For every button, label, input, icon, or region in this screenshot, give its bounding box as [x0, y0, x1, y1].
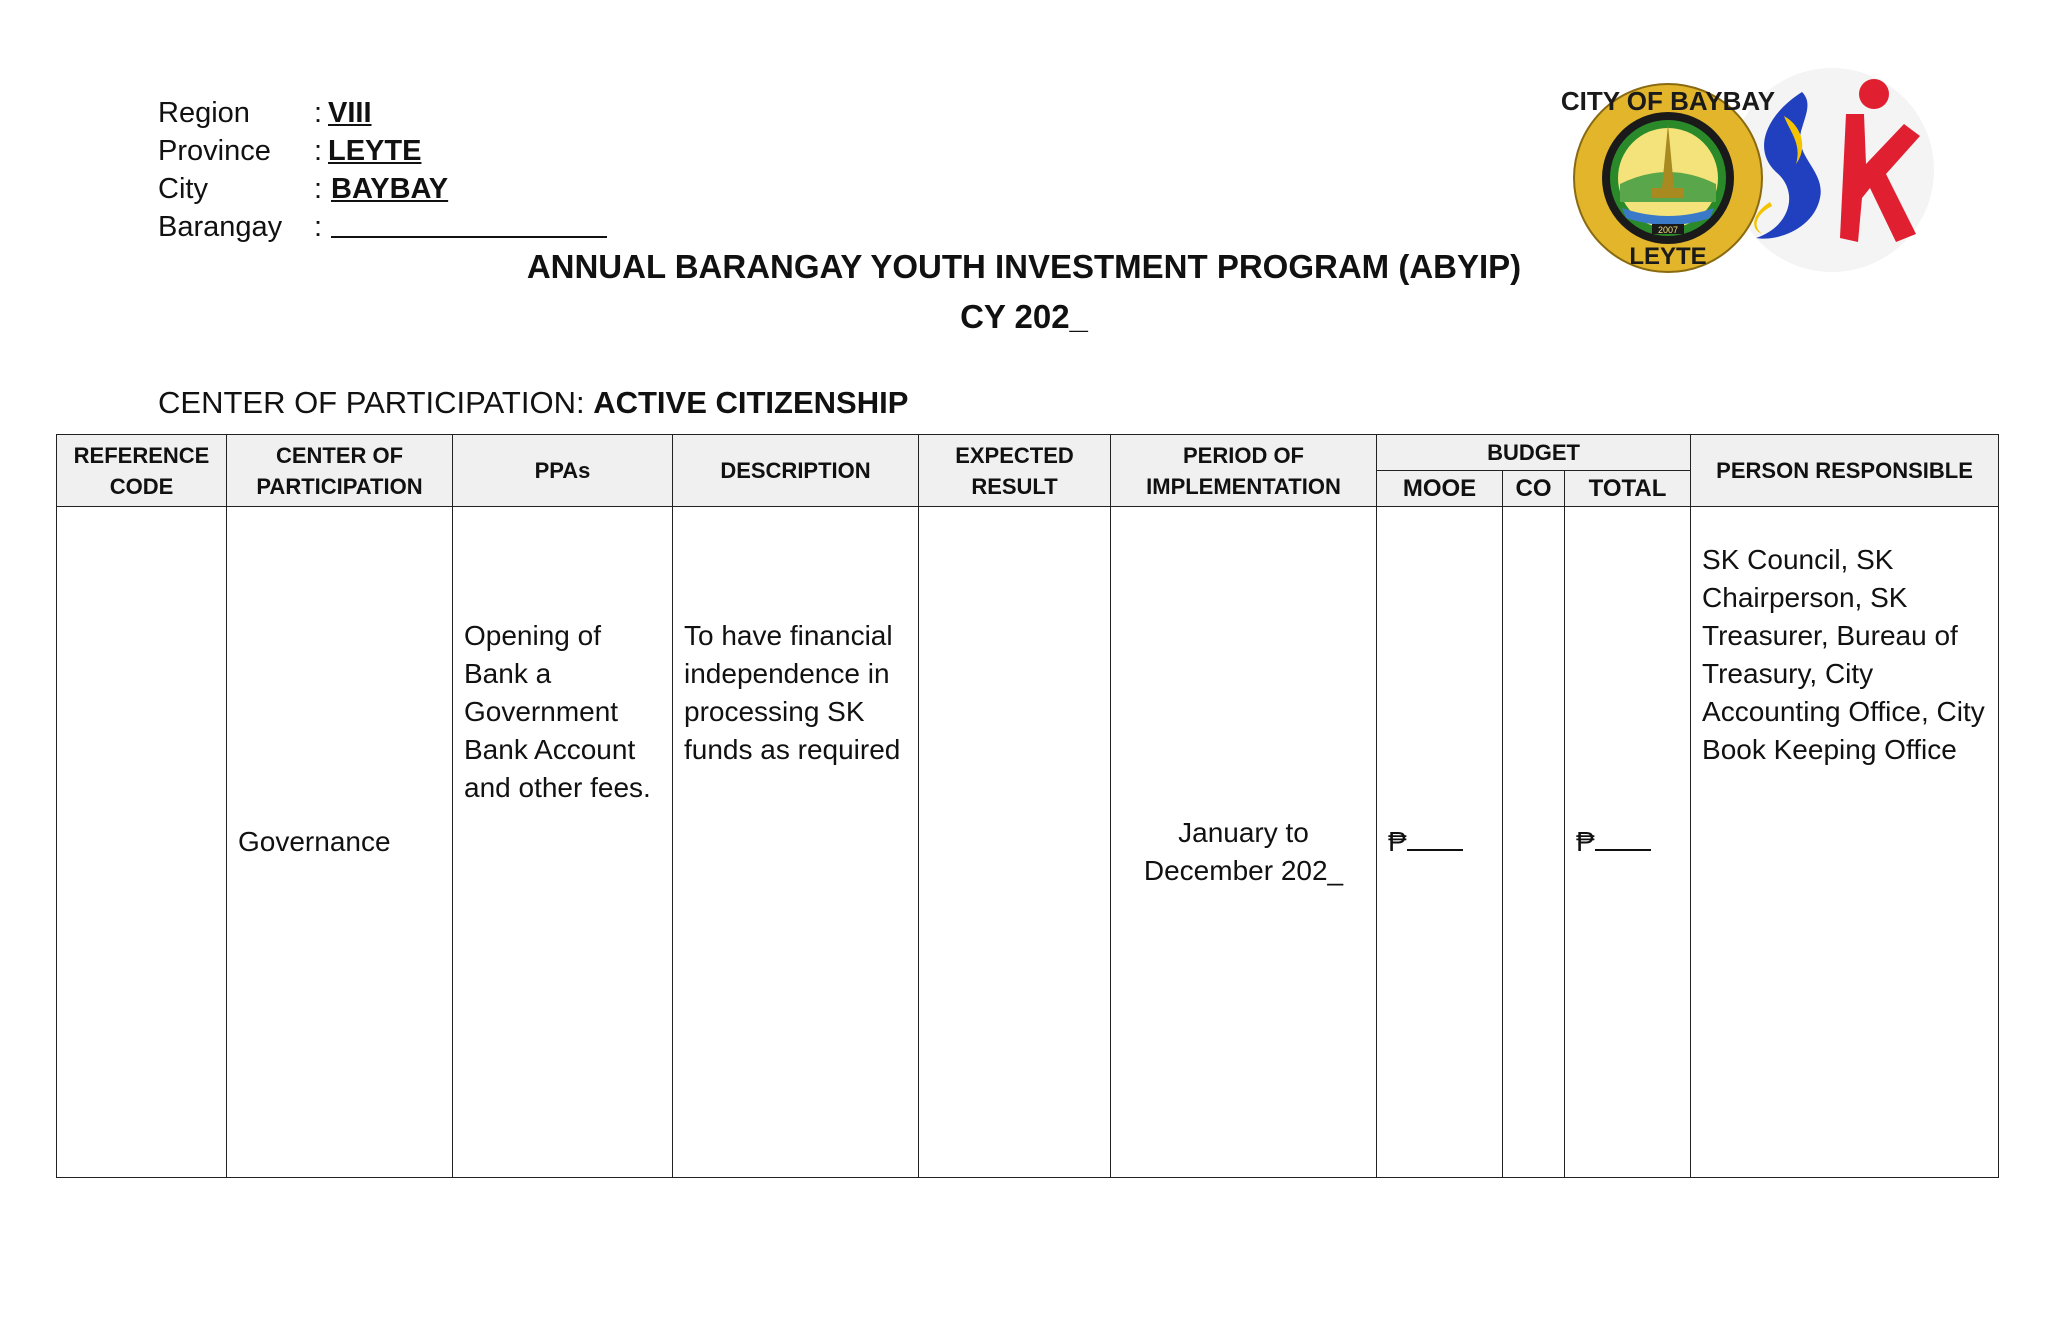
header-center-l2: PARTICIPATION: [256, 473, 423, 499]
province-value: LEYTE: [328, 135, 422, 167]
header-center: [227, 435, 453, 507]
seal-text-bottom: LEYTE: [1629, 243, 1707, 270]
cell-co: [1503, 507, 1565, 1178]
seal-text-top: CITY OF BAYBAY: [1560, 86, 1776, 116]
header-period: [1111, 435, 1377, 507]
header-reference-code-l1: REFERENCE: [73, 442, 210, 468]
header-mooe: MOOE: [1377, 471, 1503, 507]
cell-mooe: [1377, 507, 1503, 1178]
cell-person-responsible: [1691, 507, 1999, 1178]
region-colon: :: [314, 97, 323, 129]
mooe-currency: ₱: [1388, 826, 1407, 857]
cell-person-text: SK Council, SK Chairperson, SK Treasurer, Bureau of Treasury, City Accounting Office, City Book Keeping Office: [1702, 544, 1985, 765]
barangay-colon: :: [314, 211, 323, 243]
cell-center: Governance: [227, 507, 453, 1178]
barangay-label: Barangay: [158, 211, 283, 243]
header-co: CO: [1503, 471, 1565, 507]
total-blank: [1595, 827, 1651, 851]
city-colon: :: [314, 173, 323, 205]
header-expected-result-l2: RESULT: [971, 473, 1058, 499]
header-description: DESCRIPTION: [673, 435, 919, 507]
total-currency: ₱: [1576, 826, 1595, 857]
mooe-blank: [1407, 827, 1463, 851]
document-title: ANNUAL BARANGAY YOUTH INVESTMENT PROGRAM (ABYIP): [526, 248, 1522, 285]
province-colon: :: [314, 135, 323, 167]
header-expected-result: [919, 435, 1111, 507]
city-label: City: [158, 173, 208, 205]
region-label: Region: [158, 97, 250, 129]
header-budget: BUDGET: [1377, 435, 1691, 471]
province-row: [158, 132, 607, 170]
cell-description-text: To have financial independence in processing SK funds as required: [684, 620, 901, 765]
cell-reference-code: [57, 507, 227, 1178]
center-label: CENTER OF PARTICIPATION:: [158, 385, 585, 420]
region-row: [158, 94, 607, 132]
header-person-responsible: PERSON RESPONSIBLE: [1691, 435, 1999, 507]
cell-ppas-text: Opening of Bank a Government Bank Account and other fees.: [464, 620, 651, 803]
location-info: [158, 94, 607, 246]
document-year: CY 202_: [960, 298, 1088, 335]
cell-description: [673, 507, 919, 1178]
center-of-participation: [158, 385, 908, 421]
region-value: VIII: [328, 97, 372, 129]
cell-expected-result: [919, 507, 1111, 1178]
header-period-l1: PERIOD OF: [1182, 442, 1304, 468]
cell-total: [1565, 507, 1691, 1178]
header-total: TOTAL: [1565, 471, 1691, 507]
header-expected-result-l1: EXPECTED: [955, 442, 1074, 468]
header-center-l1: CENTER OF: [275, 442, 404, 468]
cell-ppas: [453, 507, 673, 1178]
province-label: Province: [158, 135, 271, 167]
barangay-blank-field: [331, 208, 607, 238]
city-value: BAYBAY: [331, 173, 449, 205]
header-period-l2: IMPLEMENTATION: [1146, 473, 1341, 499]
header-reference-code: [57, 435, 227, 507]
header-reference-code-l2: CODE: [109, 473, 174, 499]
abyip-table: [56, 434, 1999, 1178]
seal-year: 2007: [1657, 225, 1679, 235]
center-value: ACTIVE CITIZENSHIP: [593, 385, 909, 420]
table-row: [57, 507, 1999, 1178]
mooe-amount: [1388, 826, 1463, 857]
cell-period: [1111, 507, 1377, 1178]
header-ppas: PPAs: [453, 435, 673, 507]
total-amount: [1576, 826, 1651, 857]
city-row: [158, 170, 607, 208]
cell-period-text: January to December 202_: [1143, 817, 1344, 886]
barangay-row: [158, 208, 607, 246]
